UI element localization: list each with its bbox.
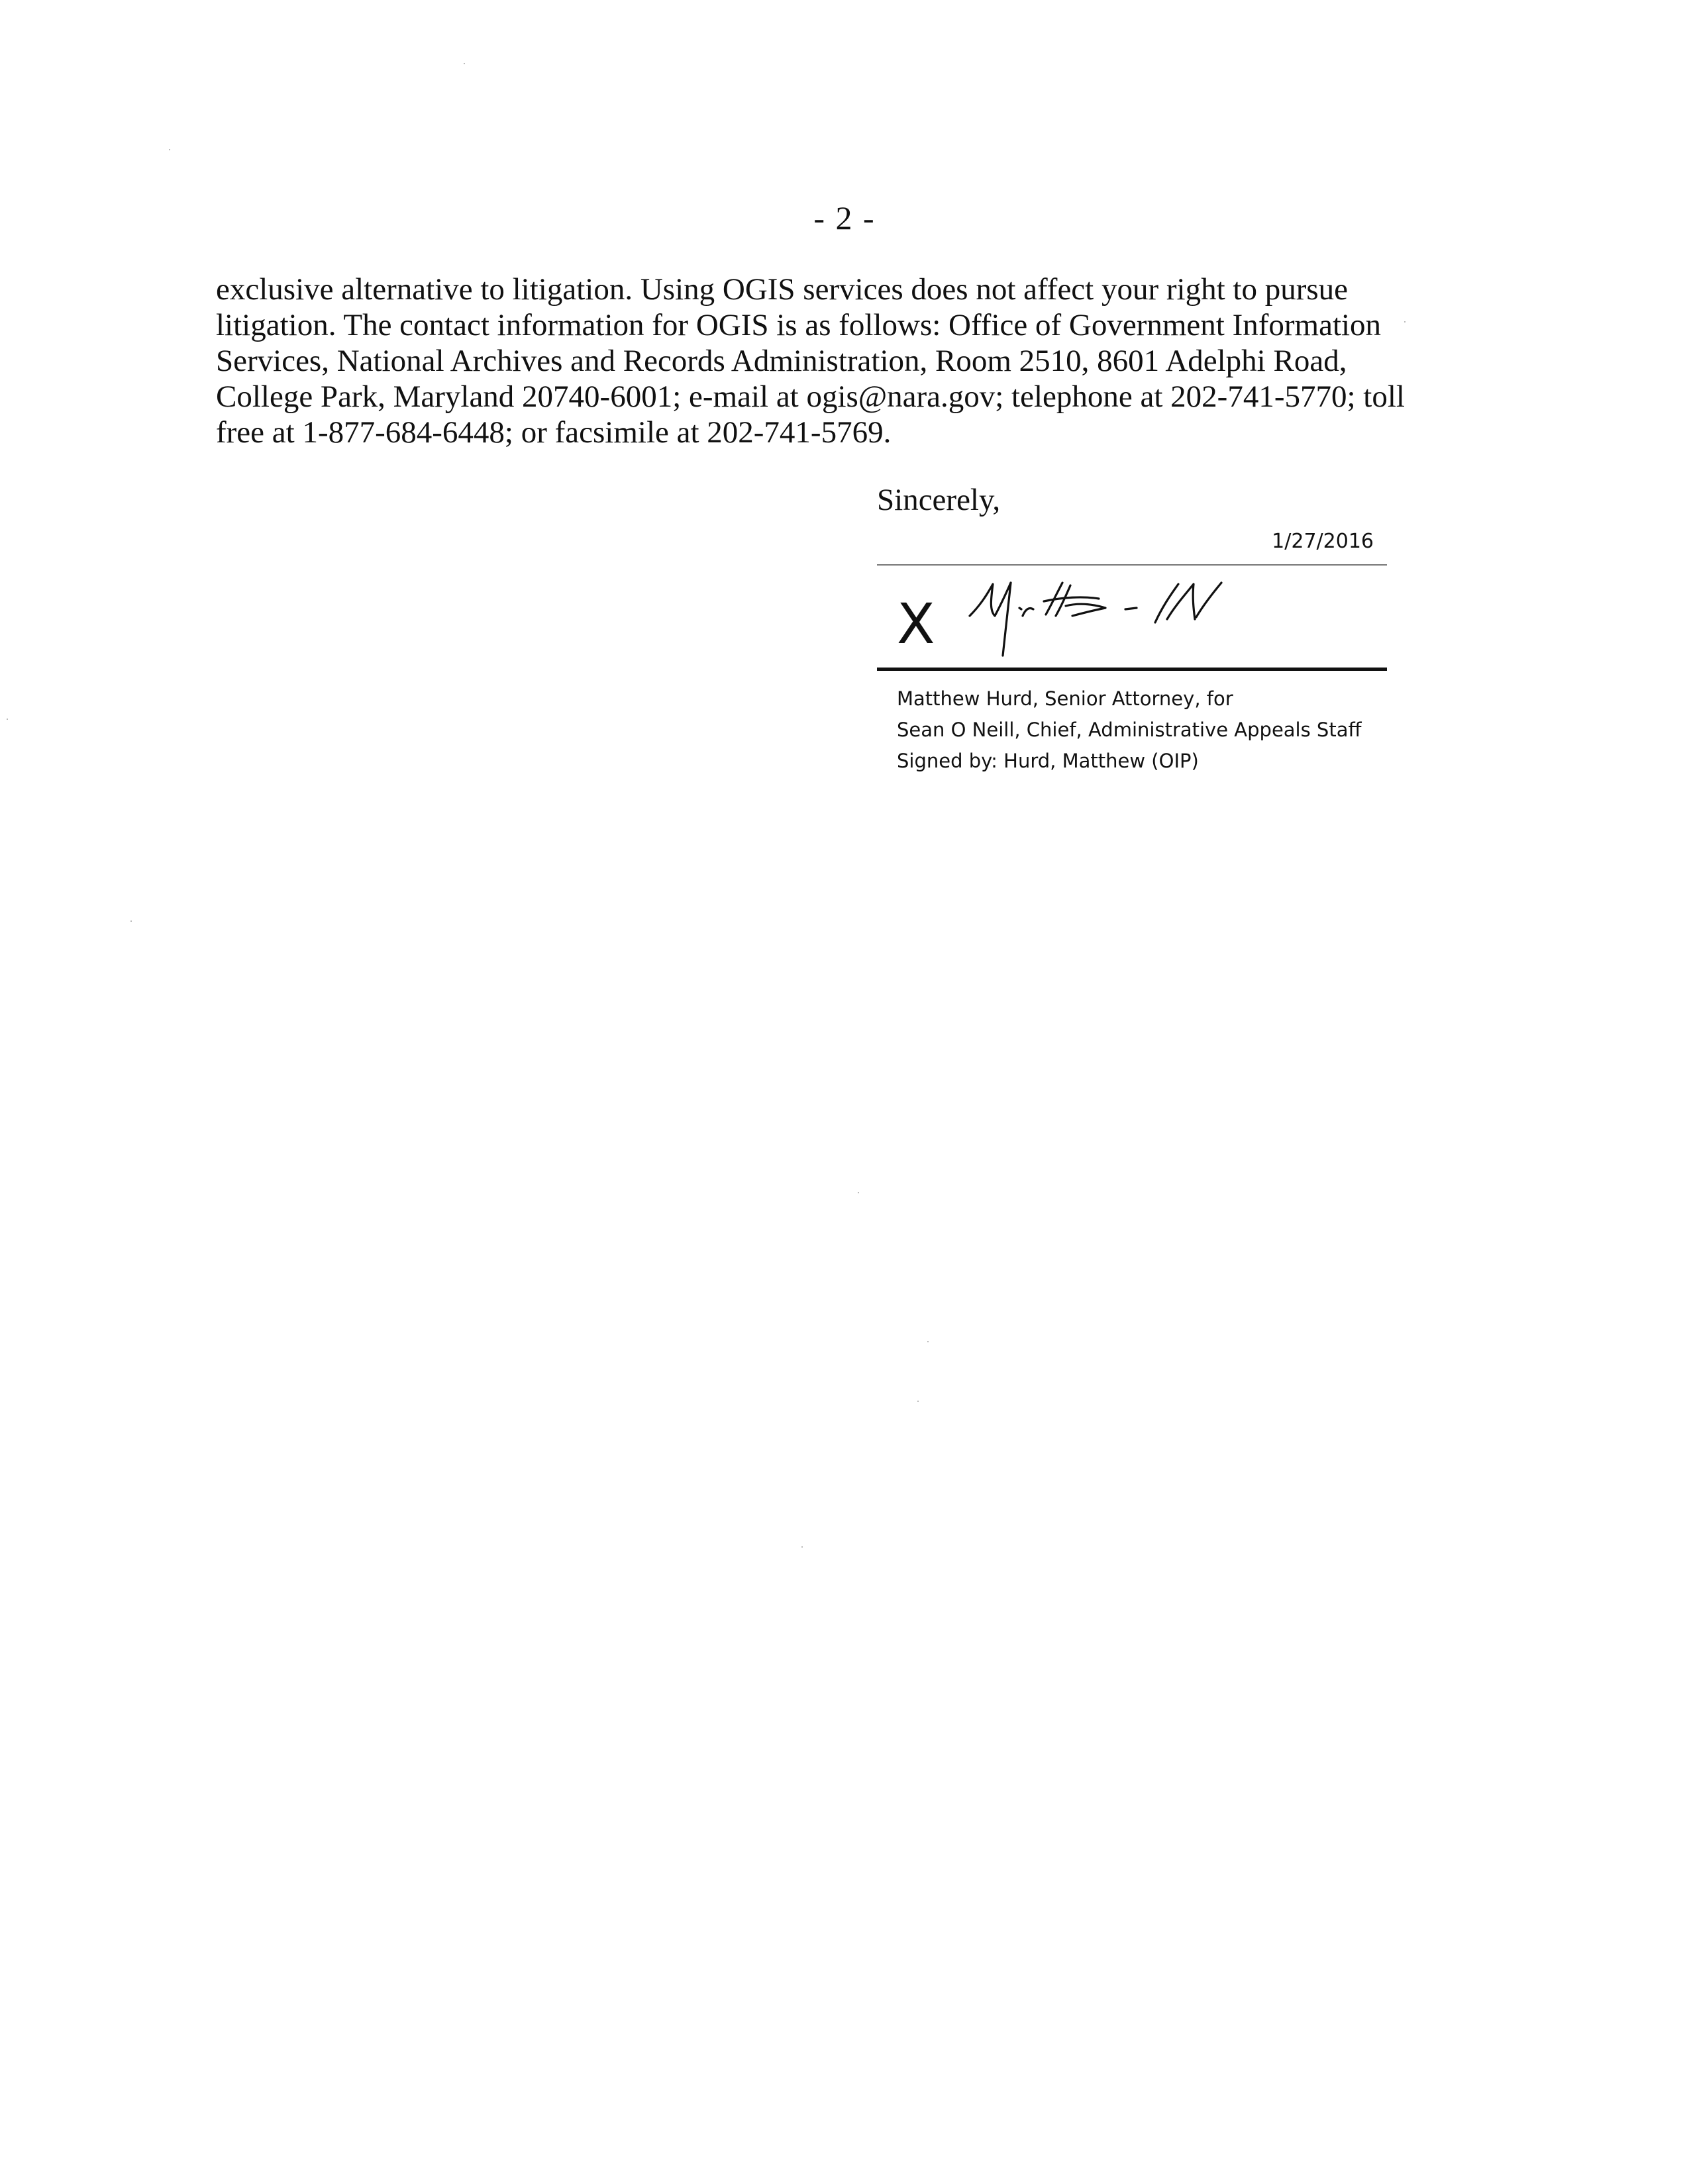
- body-line: free at 1-877-684-6448; or facsimile at 202-741-5769.: [216, 415, 892, 450]
- scan-speck: [927, 1341, 929, 1342]
- scan-speck: [130, 920, 132, 922]
- body-line: exclusive alternative to litigation. Using OGIS services does not affect your right to pursue: [216, 272, 1349, 307]
- signer-line: Signed by: Hurd, Matthew (OIP): [897, 750, 1199, 772]
- handwritten-signature: [956, 570, 1288, 669]
- signature-details: [897, 683, 1361, 777]
- page-number: - 2 -: [813, 199, 876, 236]
- closing-salutation: Sincerely,: [877, 483, 1001, 517]
- signature-bottom-rule: [877, 668, 1387, 671]
- scan-speck: [801, 1546, 803, 1548]
- body-line: Services, National Archives and Records Administration, Room 2510, 8601 Adelphi Road,: [216, 344, 1347, 378]
- scan-speck: [917, 1401, 919, 1402]
- body-line: litigation. The contact information for OGIS is as follows: Office of Government Information: [216, 308, 1382, 342]
- signer-line: Matthew Hurd, Senior Attorney, for: [897, 687, 1233, 710]
- signer-line: Sean O Neill, Chief, Administrative Appeals Staff: [897, 719, 1362, 741]
- body-paragraph: [216, 272, 1448, 450]
- scan-speck: [1404, 321, 1406, 323]
- signature-block: [877, 530, 1387, 815]
- scan-speck: [464, 63, 465, 64]
- signature-x-mark: X: [897, 591, 935, 656]
- scan-speck: [7, 719, 8, 720]
- signature-top-rule: [877, 564, 1387, 566]
- body-line: College Park, Maryland 20740-6001; e-mail at ogis@nara.gov; telephone at 202-741-5770; toll: [216, 379, 1405, 414]
- scan-speck: [858, 1192, 859, 1193]
- scan-speck: [169, 149, 170, 150]
- signature-date: 1/27/2016: [1272, 530, 1374, 553]
